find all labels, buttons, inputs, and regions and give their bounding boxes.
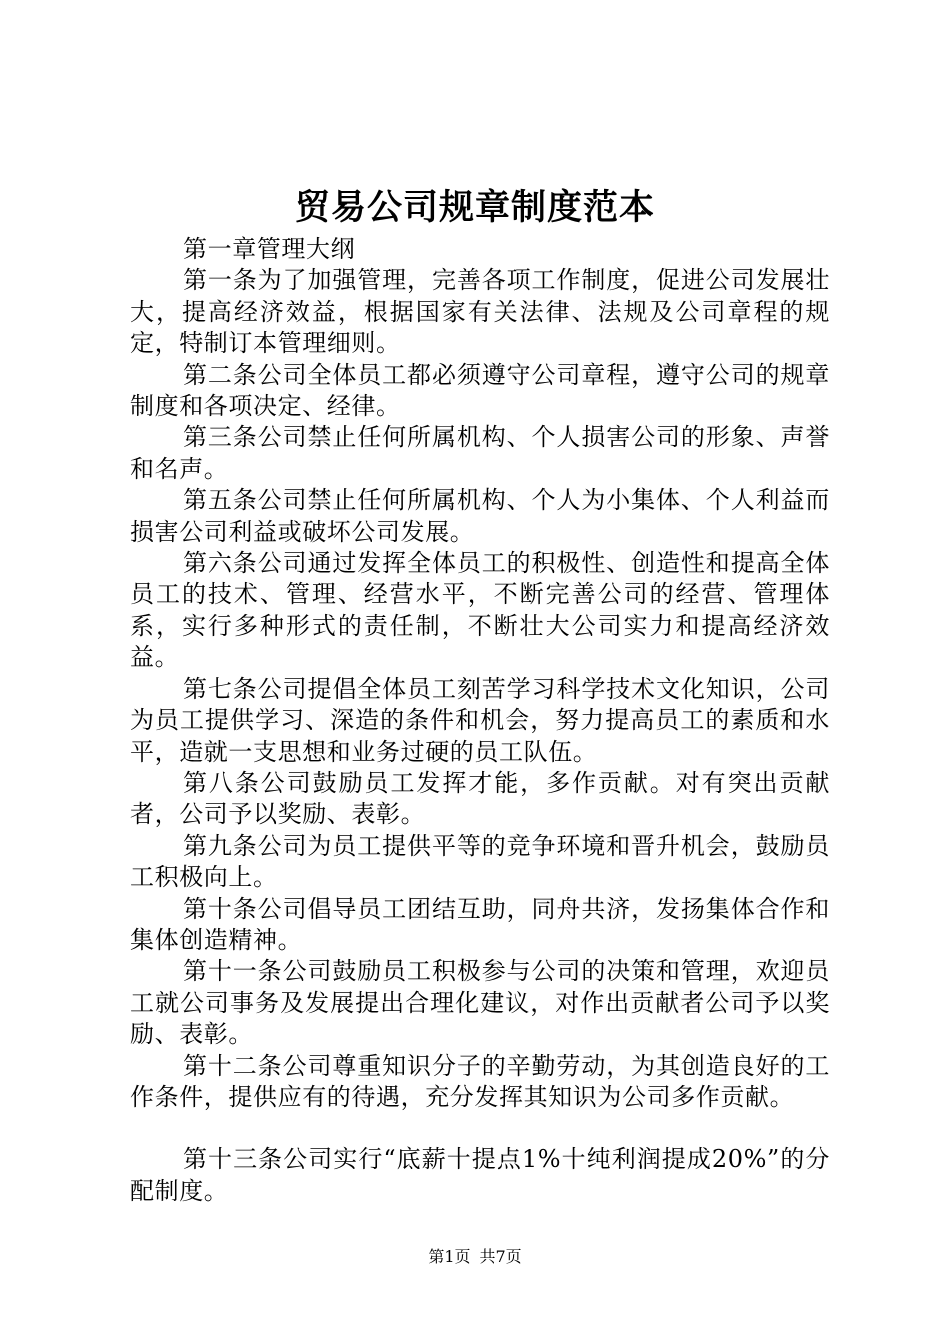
- document-title: 贸易公司规章制度范本: [294, 187, 655, 228]
- article-paragraph: 第五条公司禁止任何所属机构、个人为小集体、个人利益而损害公司利益或破坏公司发展。: [130, 486, 830, 546]
- chapter-heading: 第一章管理大纲: [183, 235, 356, 263]
- article-paragraph: 第八条公司鼓励员工发挥才能，多作贡献。对有突出贡献者，公司予以奖励、表彰。: [130, 768, 830, 829]
- page-footer: [0, 1246, 950, 1268]
- document-body: [130, 234, 830, 1207]
- article-paragraph: 第十三条公司实行“底薪十提点1%十纯利润提成20%”的分配制度。: [130, 1145, 830, 1205]
- article-paragraph: 第六条公司通过发挥全体员工的积极性、创造性和提高全体员工的技术、管理、经营水平，不断完善公司的经营、管理体系，实行多种形式的责任制，不断壮大公司实力和提高经济效益。: [130, 549, 830, 672]
- article-paragraph: 第二条公司全体员工都必须遵守公司章程，遵守公司的规章制度和各项决定、经律。: [130, 360, 830, 421]
- article-paragraph: 第三条公司禁止任何所属机构、个人损害公司的形象、声誉和名声。: [130, 423, 830, 483]
- page-number: 第1页: [428, 1247, 471, 1266]
- article-paragraph: 第十条公司倡导员工团结互助，同舟共济，发扬集体合作和集体创造精神。: [130, 894, 830, 954]
- article-paragraph: 第九条公司为员工提供平等的竞争环境和晋升机会，鼓励员工积极向上。: [130, 831, 830, 892]
- article-paragraph: 第十二条公司尊重知识分子的辛勤劳动，为其创造良好的工作条件，提供应有的待遇，充分发挥其知识为公司多作贡献。: [130, 1051, 830, 1111]
- article-paragraph: 第十一条公司鼓励员工积极参与公司的决策和管理，欢迎员工就公司事务及发展提出合理化建议，对作出贡献者公司予以奖励、表彰。: [130, 957, 830, 1049]
- article-paragraph: 第七条公司提倡全体员工刻苦学习科学技术文化知识，公司为员工提供学习、深造的条件和机会，努力提高员工的素质和水平，造就一支思想和业务过硬的员工队伍。: [130, 674, 830, 766]
- article-paragraph: 第一条为了加强管理，完善各项工作制度，促进公司发展壮大，提高经济效益，根据国家有关法律、法规及公司章程的规定，特制订本管理细则。: [130, 266, 830, 358]
- page-total: 共7页: [479, 1247, 522, 1266]
